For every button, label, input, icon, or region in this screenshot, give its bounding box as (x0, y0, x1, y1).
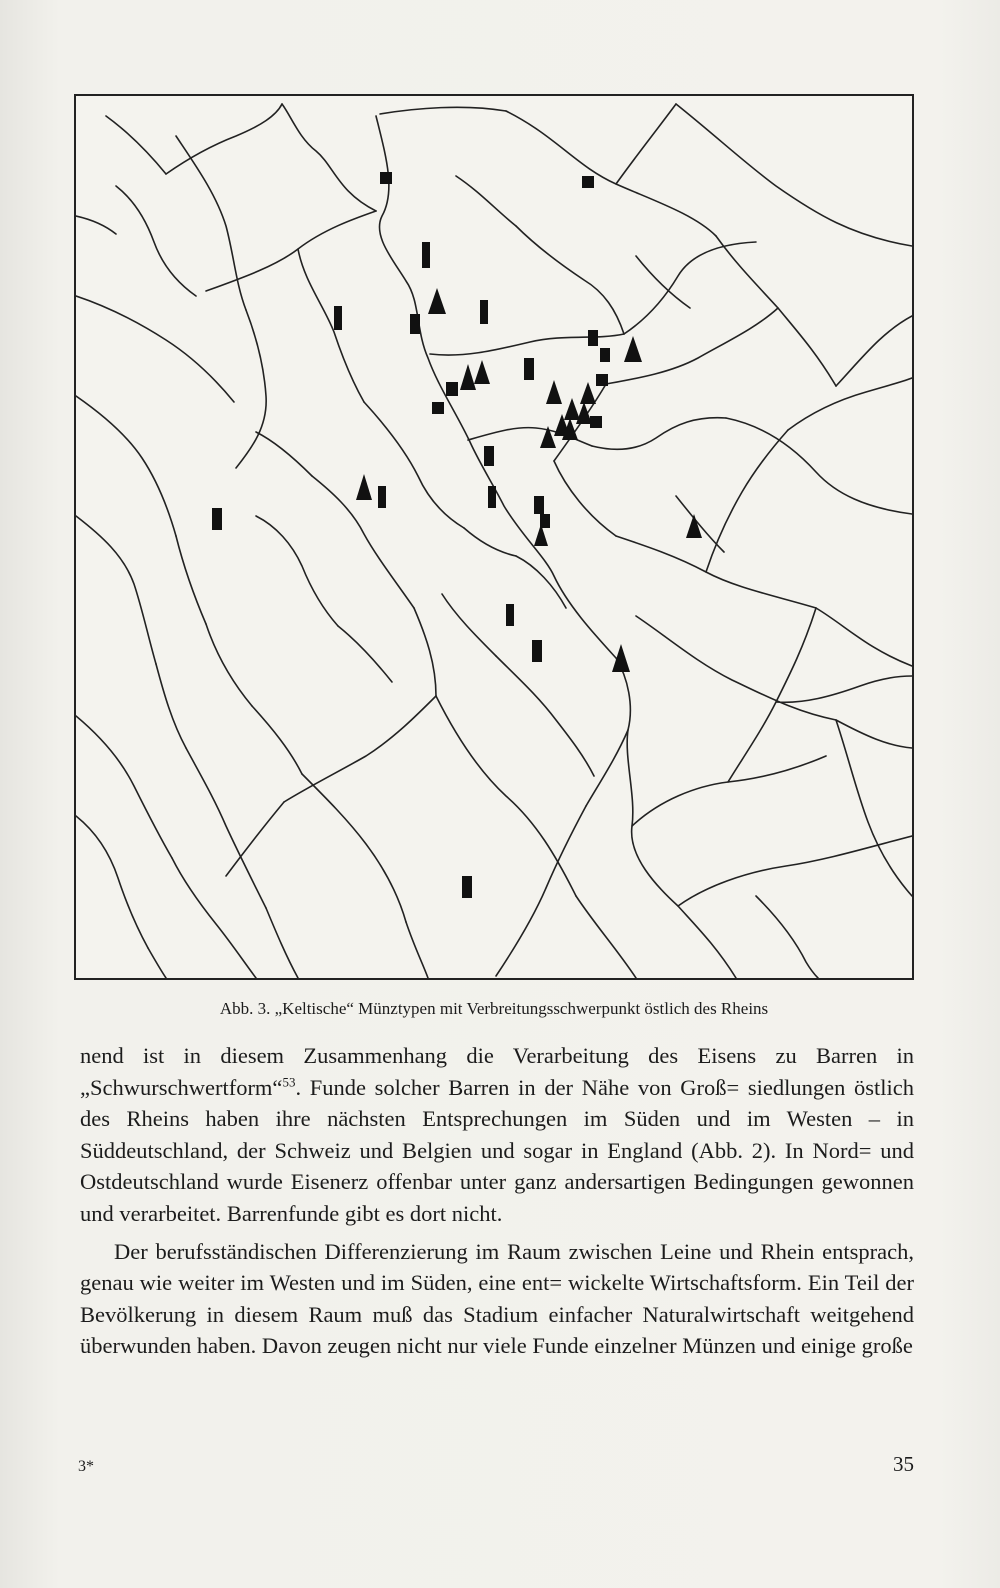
text-line: Rhein entsprach, genau wie weiter im Westen und im Süden, eine ent= (80, 1238, 914, 1296)
text-line: Davon zeugen nicht nur viele Funde einzelner Münzen und einige große (261, 1333, 913, 1359)
square-marker-icon (534, 496, 544, 514)
footnote-reference: 53 (282, 1074, 296, 1090)
text-line: offenbar unter ganz andersartigen Bedingungen gewonnen und verarbeitet. (80, 1169, 914, 1226)
text-line: Der berufsständischen Differenzierung im Raum zwischen Leine und (114, 1238, 753, 1264)
square-marker-icon (590, 416, 602, 428)
square-marker-icon (600, 348, 610, 362)
square-marker-icon (422, 242, 430, 268)
square-marker-icon (588, 330, 598, 346)
find-markers (212, 172, 702, 898)
square-marker-icon (380, 172, 392, 184)
triangle-marker-icon (356, 474, 372, 500)
square-marker-icon (582, 176, 594, 188)
triangle-marker-icon (580, 382, 596, 404)
square-marker-icon (212, 508, 222, 530)
text-line: . Funde solcher Barren in der Nähe von Groß= (295, 1074, 740, 1100)
triangle-marker-icon (546, 380, 562, 404)
square-marker-icon (484, 446, 494, 466)
text-line: siedlungen östlich des Rheins haben ihre nächsten Entsprechungen im (80, 1074, 914, 1132)
body-text (80, 1040, 914, 1362)
triangle-marker-icon (564, 398, 580, 420)
square-marker-icon (506, 604, 514, 626)
triangle-marker-icon (428, 288, 446, 314)
square-marker-icon (410, 314, 420, 334)
triangle-marker-icon (576, 402, 592, 424)
square-marker-icon (532, 640, 542, 662)
square-marker-icon (596, 374, 608, 386)
page-number: 35 (893, 1452, 914, 1476)
square-marker-icon (446, 382, 458, 396)
text-line: wickelte Wirtschaftsform. Ein Teil der Bevölkerung in diesem Raum muß (80, 1270, 914, 1327)
signature-mark: 3* (78, 1458, 94, 1475)
text-line: in „Schwurschwertform“ (80, 1043, 914, 1100)
square-marker-icon (524, 358, 534, 380)
text-line: Barrenfunde gibt es dort nicht. (226, 1200, 503, 1226)
text-line: nend ist in diesem Zusammenhang die Verarbeitung des Eisens zu Barren (80, 1043, 878, 1068)
square-marker-icon (432, 402, 444, 414)
map-figure (74, 94, 914, 980)
triangle-marker-icon (612, 644, 630, 672)
figure-caption: Abb. 3. „Keltische“ Münztypen mit Verbreitungsschwerpunkt östlich des Rheins (219, 999, 769, 1018)
square-marker-icon (378, 486, 386, 508)
text-line: sogar in England (Abb. 2). In Nord= und Ostdeutschland wurde Eisenerz (80, 1137, 914, 1195)
distribution-map (76, 96, 912, 978)
square-marker-icon (334, 306, 342, 330)
triangle-marker-icon (460, 364, 476, 390)
river-network (76, 104, 912, 978)
paragraph-2 (80, 1236, 914, 1362)
triangle-marker-icon (624, 336, 642, 362)
square-marker-icon (488, 486, 496, 508)
square-marker-icon (480, 300, 488, 324)
text-line: Süden und im Westen – in Süddeutschland, der Schweiz und Belgien und (80, 1106, 915, 1163)
paragraph-1 (80, 1040, 914, 1230)
square-marker-icon (462, 876, 472, 898)
triangle-marker-icon (474, 360, 490, 384)
text-line: das Stadium einfacher Naturalwirtschaft weitgehend überwunden haben. (80, 1301, 914, 1359)
